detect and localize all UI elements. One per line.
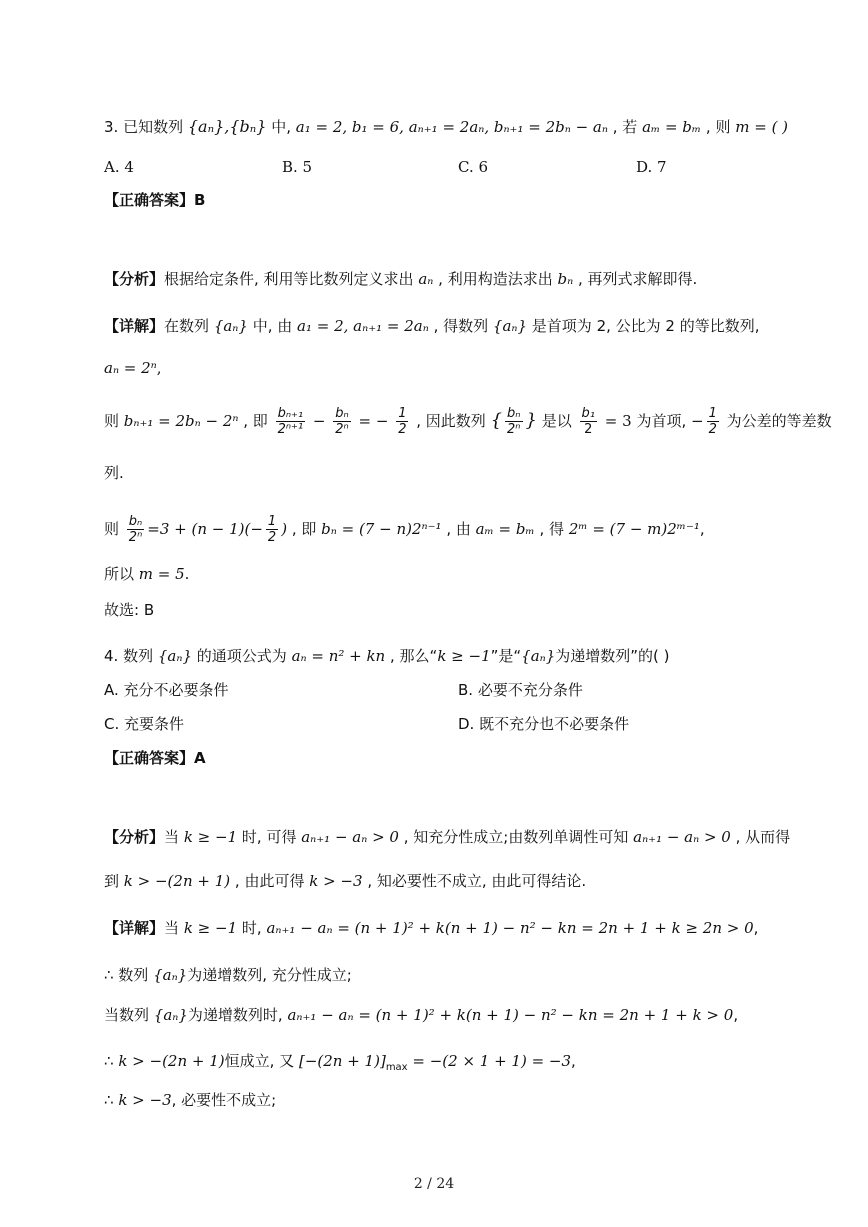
q4-stem-1: 4. 数列 [104, 647, 154, 665]
q3-gen-rhs-b: ) [281, 520, 288, 538]
q3-then-5: 为首项, [636, 412, 687, 430]
q3-option-b: B. 5 [282, 158, 313, 176]
q4-seq2: {aₙ} [521, 647, 556, 665]
q3-detail-3: , 得数列 [433, 317, 489, 335]
q4-w-1: 当数列 [104, 1006, 150, 1024]
q3-frac-bn1 [276, 406, 306, 437]
q4-when-line [104, 1004, 738, 1026]
q3-detail-1: 在数列 [164, 317, 210, 335]
q3-then-2: , 即 [243, 412, 268, 430]
q3-eq-3: = 3 [604, 412, 632, 430]
q3-bn-recur: bₙ₊₁ = 2bₙ − 2ⁿ [123, 412, 239, 430]
q4-t2-1: ∴ [104, 1052, 119, 1070]
q4-t3-k: k > −3 [118, 1091, 172, 1109]
q3-general-line [104, 514, 705, 545]
q4-an-diff: aₙ₊₁ − aₙ > 0 [301, 828, 399, 846]
q3-detail-head: 【详解】 [104, 317, 165, 335]
q3-neg-half-sign: − [691, 412, 704, 430]
q4-t2-k: k > −(2n + 1) [118, 1052, 225, 1070]
q4-th-2: 为递增数列, 充分性成立; [187, 966, 352, 984]
q4-an-diff2: aₙ₊₁ − aₙ > 0 [633, 828, 731, 846]
q4-option-c: C. 充要条件 [104, 715, 185, 733]
q3-frac-bn1-num: bₙ₊₁ [276, 406, 306, 422]
q3-gen-frac-den: 2ⁿ [128, 530, 143, 545]
q4-an-5: 到 [104, 872, 120, 890]
q3-stem-if: , 若 [612, 118, 638, 136]
q3-brace-seq-den: 2ⁿ [507, 422, 521, 437]
q3-choose: 故选: B [104, 601, 155, 619]
q3-option-d: D. 7 [636, 158, 667, 176]
q3-an-formula: aₙ = 2ⁿ [104, 359, 157, 377]
q3-so-2: . [184, 565, 190, 583]
q4-t3-1: ∴ [104, 1091, 119, 1109]
q3-analysis-text-1: 根据给定条件, 利用等比数列定义求出 [164, 270, 414, 288]
q3-then-3: , 因此数列 [416, 412, 486, 430]
q3-stem-mid: 中, [271, 118, 291, 136]
q3-frac-half [396, 406, 408, 437]
q4-an-6: , 由此可得 [234, 872, 305, 890]
q4-w-2: 为递增数列时, [187, 1006, 283, 1024]
q3-analysis-text-2: , 利用构造法求出 [438, 270, 553, 288]
q4-an-2: 时, 可得 [241, 828, 297, 846]
q4-stem-3: , 那么“ [390, 647, 438, 665]
q3-then-1: 则 [104, 412, 120, 430]
q3-analysis [104, 268, 697, 290]
q4-an-k3: k > −3 [309, 872, 363, 890]
q3-frac-b1-den: 2 [584, 422, 593, 437]
q4-t2-max: [−(2n + 1)] [298, 1052, 386, 1070]
q4-t2-sub: max [385, 1062, 408, 1073]
q4-w-seq: {aₙ} [153, 1006, 188, 1024]
q3-gen-frac-half [266, 514, 278, 545]
q3-analysis-a: aₙ [418, 270, 434, 288]
q3-frac-b1 [580, 406, 597, 437]
q3-recurrence-line: 则 bₙ₊₁ = 2bₙ − 2ⁿ , 即 $\frac{\text{bₙ₊₁}}{\text{2ⁿ⁺¹}}$ − $\frac{\text{bₙ}}{\text{2ⁿ}}$ = − $\frac{1}{2}$ , 因此数列 { $\frac{\text{bₙ}}{\text{2ⁿ}}$ } 是以 $\frac{\text{b₁}}{2}$ = 3 为首项, − $\frac{1}{2}$ 为公差的等差数 [104, 406, 832, 437]
q3-gen-frac-num: bₙ [127, 514, 144, 530]
q3-gen-3: , 由 [446, 520, 471, 538]
q3-frac-neg-half-den: 2 [708, 422, 717, 437]
q3-analysis-text-3: , 再列式求解即得. [577, 270, 698, 288]
q3-gen-eq: aₘ = bₘ [475, 520, 535, 538]
q4-an-k2: k > −(2n + 1) [123, 872, 231, 890]
q3-bn-closed: bₙ = (7 − n)2ⁿ⁻¹ [321, 520, 442, 538]
q4-an-4: , 从而得 [735, 828, 791, 846]
q4-stem-5: 为递增数列”的( ) [555, 647, 670, 665]
q3-frac-half-den: 2 [398, 422, 407, 437]
q3-gen-5: , [699, 520, 705, 538]
q4-an-3: , 知充分性成立;由数列单调性可知 [403, 828, 629, 846]
q3-stem [104, 116, 788, 138]
q3-analysis-b: bₙ [557, 270, 574, 288]
q4-t2-2: 恒成立, 又 [224, 1052, 295, 1070]
q3-an-formula-tail: , [156, 359, 162, 377]
q4-an-1: 当 [164, 828, 180, 846]
q3-gen-frac-half-den: 2 [267, 530, 277, 545]
q4-w-3: , [733, 1006, 739, 1024]
q3-cond-eq: aₘ = bₘ [642, 118, 702, 136]
q3-stem-prefix: 3. 已知数列 [104, 118, 184, 136]
q3-frac-b1-num: b₁ [581, 406, 595, 421]
q3-minus: − [312, 412, 326, 430]
q4-option-a: A. 充分不必要条件 [104, 681, 229, 699]
q4-therefore-line-3 [104, 1089, 276, 1111]
q4-seq: {aₙ} [157, 647, 192, 665]
q4-t2-3: , [571, 1052, 576, 1070]
q4-option-b: B. 必要不充分条件 [458, 681, 583, 699]
q4-therefore-line-1 [104, 964, 352, 986]
q3-detail-seq: {aₙ} [213, 317, 248, 335]
q4-correct-answer: 【正确答案】A [104, 749, 206, 767]
q4-stem-2: 的通项公式为 [196, 647, 287, 665]
q3-detail-4: 是首项为 2, 公比为 2 的等比数列, [531, 317, 760, 335]
q3-frac-bn-num: bₙ [333, 406, 350, 422]
q3-option-a: A. 4 [104, 158, 134, 176]
q4-dt-2: 时, [241, 919, 262, 937]
q3-frac-half-num: 1 [398, 406, 407, 421]
q3-conditions: a₁ = 2, b₁ = 6, aₙ₊₁ = 2aₙ, bₙ₊₁ = 2bₙ − aₙ [295, 118, 608, 136]
q3-then-4: 是以 [541, 412, 572, 430]
q3-stem-then: , 则 [705, 118, 731, 136]
q3-frac-bn [333, 406, 350, 437]
q4-analysis-head: 【分析】 [104, 828, 165, 846]
q3-option-c: C. 6 [458, 158, 489, 176]
q3-detail-line-1 [104, 315, 760, 337]
q4-dt-k: k ≥ −1 [183, 919, 238, 937]
q4-dt-eq: aₙ₊₁ − aₙ = (n + 1)² + k(n + 1) − n² − kn = 2n + 1 + k ≥ 2n > 0 [266, 919, 754, 937]
q3-detail-seq2: {aₙ} [492, 317, 528, 335]
q4-t3-2: , 必要性不成立; [171, 1091, 277, 1109]
q4-stem [104, 645, 670, 667]
q3-gen-2: , 即 [291, 520, 317, 538]
q3-gen-4: , 得 [539, 520, 565, 538]
q4-therefore-line-2 [104, 1050, 576, 1079]
q3-gen-frac-half-num: 1 [267, 514, 277, 529]
q3-detail-cond: a₁ = 2, aₙ₊₁ = 2aₙ [297, 317, 429, 335]
q4-dt-3: , [753, 919, 759, 937]
q3-then-7: 列. [104, 464, 124, 482]
q4-w-eq: aₙ₊₁ − aₙ = (n + 1)² + k(n + 1) − n² − kn = 2n + 1 + k > 0 [287, 1006, 734, 1024]
q3-an-formula-line [104, 357, 162, 379]
q4-t2-eq: = −(2 × 1 + 1) = −3 [407, 1052, 572, 1070]
q4-analysis-line-1 [104, 826, 790, 848]
q4-detail-line-1 [104, 917, 758, 939]
q3-eq-neg: = − [358, 412, 389, 430]
q3-brace-seq-num: bₙ [505, 406, 522, 422]
q3-frac-neg-half [707, 406, 719, 437]
q4-dt-1: 当 [164, 919, 180, 937]
q3-detail-2: 中, 由 [252, 317, 293, 335]
q3-gen-frac [127, 514, 144, 545]
q4-th-seq: {aₙ} [153, 966, 188, 984]
q4-detail-head: 【详解】 [104, 919, 165, 937]
q3-gen-rhs-a: =3 + (n − 1)(− [147, 520, 263, 538]
q3-correct-answer: 【正确答案】B [104, 191, 206, 209]
page-number: 2 / 24 [413, 1176, 455, 1192]
q3-then-6: 为公差的等差数 [726, 412, 832, 430]
q3-brace-seq [505, 406, 522, 437]
q3-gen-final: 2ᵐ = (7 − m)2ᵐ⁻¹ [568, 520, 700, 538]
q4-th-1: ∴ 数列 [104, 966, 149, 984]
q4-option-d: D. 既不充分也不必要条件 [458, 715, 630, 733]
q3-frac-bn-den: 2ⁿ [335, 422, 349, 437]
q3-frac-neg-half-num: 1 [708, 406, 717, 421]
q3-frac-bn1-den: 2ⁿ⁺¹ [277, 422, 304, 437]
q3-ask: m = ( ) [735, 118, 789, 136]
q3-so-line [104, 563, 189, 585]
q4-formula: aₙ = n² + kn [291, 647, 386, 665]
q4-stem-4: ”是“ [490, 647, 522, 665]
q3-analysis-head: 【分析】 [104, 270, 165, 288]
q4-cond: k ≥ −1 [437, 647, 491, 665]
q3-gen-1: 则 [104, 520, 120, 538]
q3-so-val: m = 5 [138, 565, 185, 583]
q4-an-7: , 知必要性不成立, 由此可得结论. [367, 872, 587, 890]
q4-analysis-line-2 [104, 870, 586, 892]
q3-so-1: 所以 [104, 565, 135, 583]
q3-seq-set: {aₙ},{bₙ} [187, 117, 267, 136]
q4-an-k: k ≥ −1 [183, 828, 238, 846]
